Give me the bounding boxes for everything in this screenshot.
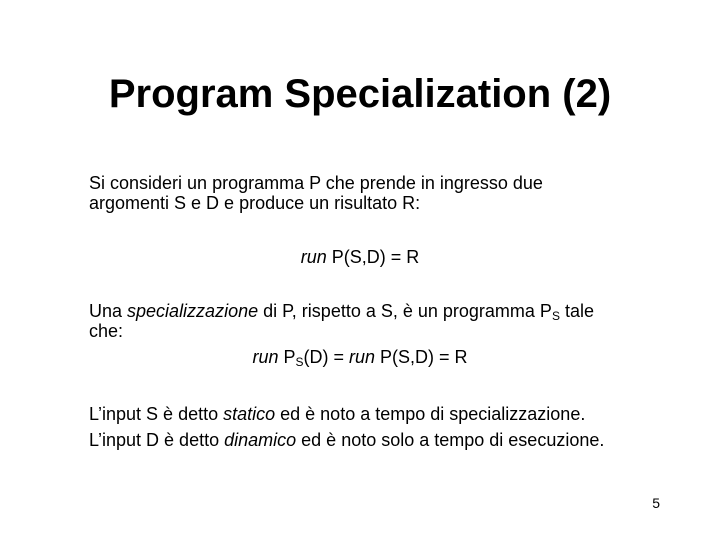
- formula2-run-keyword-1: run: [252, 347, 279, 367]
- intro-line-2: argomenti S e D e produce un risultato R:: [89, 193, 421, 213]
- formula-run-p: [0, 246, 720, 268]
- inputs-paragraph: [89, 401, 689, 453]
- formula-expression: P(S,D) = R: [326, 247, 420, 267]
- formula2-end: P(S,D) = R: [375, 347, 468, 367]
- formula-run-ps: [0, 346, 720, 368]
- slide-title: Program Specialization (2): [108, 72, 612, 116]
- formula2-subscript: S: [295, 355, 304, 369]
- dynamic-term: dinamico: [224, 430, 297, 450]
- page-number: 5: [652, 495, 660, 511]
- definition-paragraph: [89, 301, 689, 341]
- definition-tail: tale: [559, 301, 594, 321]
- formula2-mid: (D) =: [303, 347, 350, 367]
- formula-run-keyword: run: [300, 247, 327, 267]
- dynamic-input-line: L’input D è detto dinamico ed è noto solo a tempo di esecuzione.: [89, 430, 605, 450]
- definition-subscript: S: [551, 309, 560, 323]
- definition-lead: Una: [89, 301, 128, 321]
- intro-paragraph: [89, 173, 689, 213]
- formula2-run-keyword-2: run: [349, 347, 376, 367]
- intro-line-1: Si consideri un programma P che prende in ingresso due: [89, 173, 543, 193]
- definition-line-2: che:: [89, 321, 124, 341]
- definition-rest: di P, rispetto a S, è un programma P: [258, 301, 552, 321]
- static-term: statico: [223, 404, 276, 424]
- static-input-line: L’input S è detto statico ed è noto a tempo di specializzazione.: [89, 404, 586, 424]
- formula2-p: P: [278, 347, 296, 367]
- definition-term: specializzazione: [127, 301, 259, 321]
